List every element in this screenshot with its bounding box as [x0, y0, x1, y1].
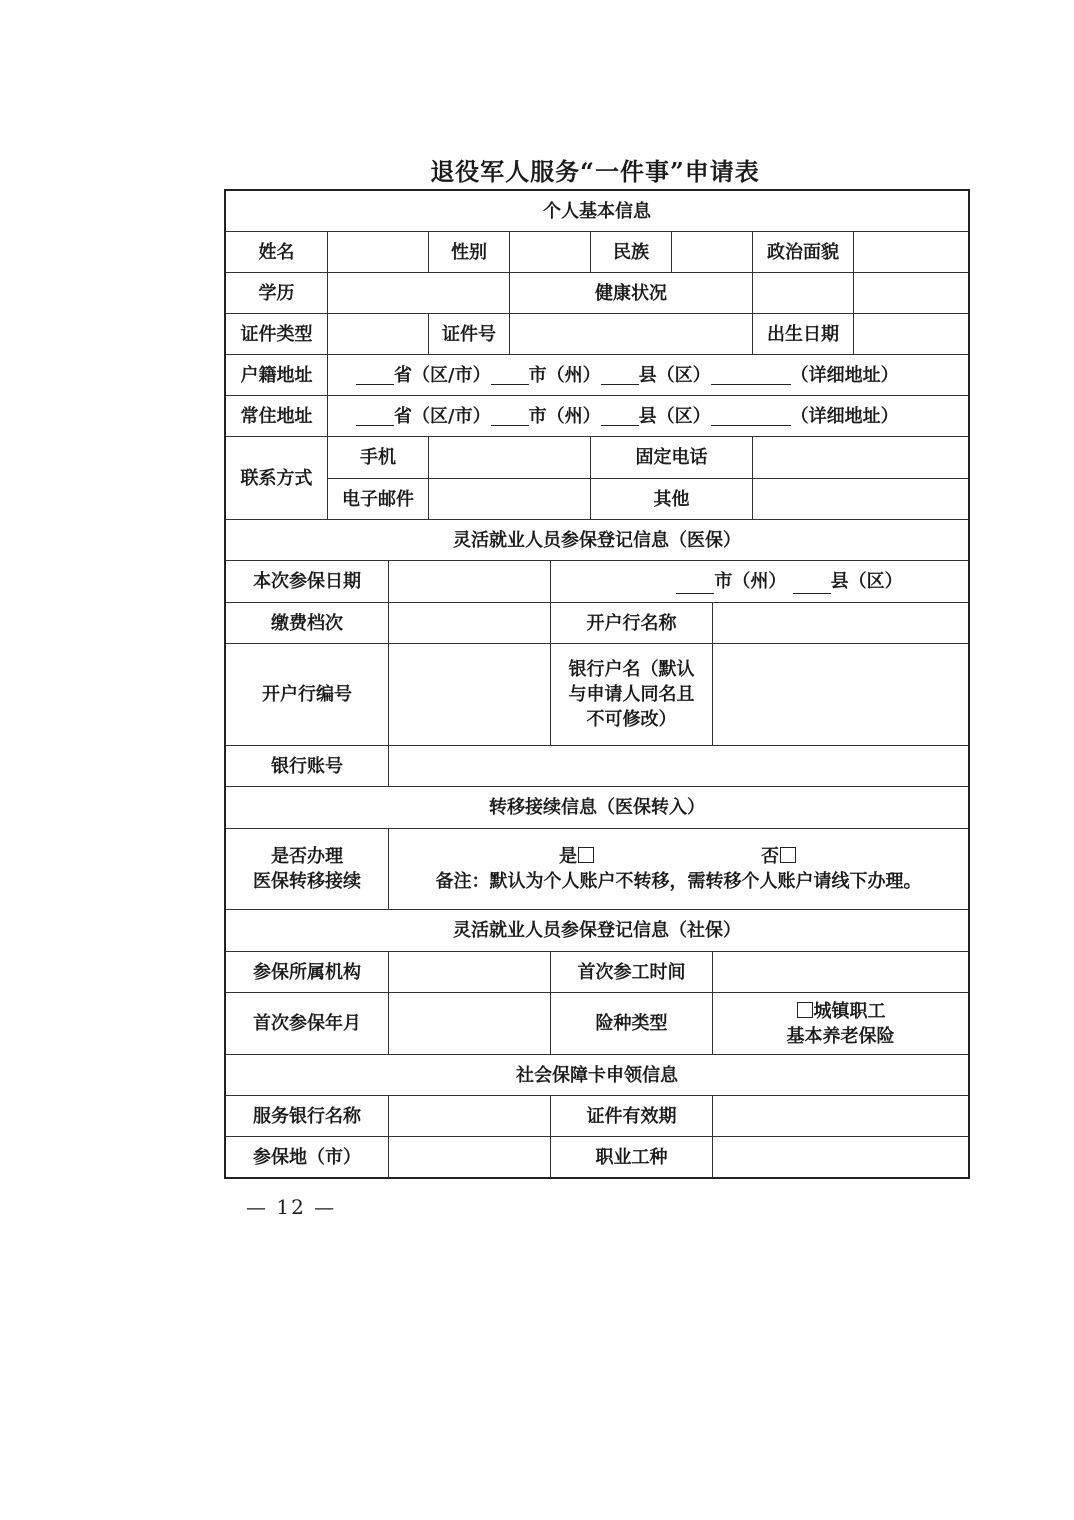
field-bank-account[interactable]: [388, 746, 968, 786]
label-insure-org: 参保所属机构: [253, 961, 361, 983]
field-account-name: [712, 644, 968, 745]
label-email: 电子邮件: [327, 478, 428, 519]
field-insure-region[interactable]: [550, 561, 968, 602]
addr-city: 市（州）: [714, 571, 787, 592]
label-bank-name: 开户行名称: [550, 603, 712, 643]
label-household-address: 户籍地址: [240, 364, 313, 386]
label-birth-date: 出生日期: [752, 314, 853, 354]
addr-city: 市（州）: [528, 405, 601, 427]
field-health-extra[interactable]: [853, 273, 968, 313]
section-title-card: 社会保障卡申领信息: [516, 1064, 678, 1086]
field-birth-date[interactable]: [853, 314, 968, 354]
field-payment-grade[interactable]: [388, 603, 550, 643]
field-education[interactable]: [327, 273, 509, 313]
row-first-insure: [226, 992, 968, 1054]
label-insure-date: 本次参保日期: [253, 571, 361, 592]
row-insure-city: [226, 1136, 968, 1177]
label-political: 政治面貌: [752, 232, 853, 272]
label-insurance-type: 险种类型: [550, 993, 712, 1054]
option-yes-label: 是: [559, 846, 577, 867]
field-insure-city[interactable]: [388, 1137, 550, 1177]
field-health[interactable]: [752, 273, 853, 313]
field-insure-org[interactable]: [388, 952, 550, 992]
label-id-validity: 证件有效期: [550, 1096, 712, 1136]
section-medical-header: [226, 519, 968, 560]
label-ethnicity: 民族: [590, 232, 671, 272]
row-bank-account: [226, 745, 968, 786]
document-title: 退役军人服务“一件事”申请表: [430, 157, 760, 186]
row-payment-grade: [226, 602, 968, 643]
label-account-name: [550, 644, 712, 745]
row-education: [226, 272, 968, 313]
section-title-personal: 个人基本信息: [543, 200, 651, 222]
field-transfer: [388, 829, 968, 909]
addr-city: 市（州）: [528, 364, 601, 386]
label-transfer-line1: 是否办理: [271, 846, 343, 867]
addr-county: 县（区）: [638, 405, 711, 427]
transfer-note: 备注：默认为个人账户不转移，需转移个人账户请线下办理。: [435, 871, 922, 892]
field-service-bank[interactable]: [388, 1096, 550, 1136]
option-yes[interactable]: [559, 844, 595, 869]
row-transfer: [226, 828, 968, 909]
row-name: [226, 231, 968, 272]
row-service-bank: [226, 1095, 968, 1136]
section-card-header: [226, 1054, 968, 1095]
field-mobile[interactable]: [428, 437, 590, 478]
checkbox-no[interactable]: [780, 847, 796, 863]
label-health: 健康状况: [509, 273, 752, 313]
addr-province: 省（区/市）: [394, 364, 491, 386]
label-contact: 联系方式: [240, 467, 313, 489]
option-no-label: 否: [761, 846, 779, 867]
section-title-social: 灵活就业人员参保登记信息（社保）: [453, 920, 741, 941]
row-bank-code: [226, 643, 968, 745]
row-residence-address: [226, 395, 968, 436]
label-residence-address: 常住地址: [240, 405, 313, 427]
label-bank-code: 开户行编号: [262, 684, 352, 705]
field-landline[interactable]: [752, 437, 968, 478]
field-bank-code[interactable]: [388, 644, 550, 745]
field-id-validity[interactable]: [712, 1096, 968, 1136]
addr-detail: （详细地址）: [790, 405, 899, 427]
label-service-bank: 服务银行名称: [253, 1105, 361, 1127]
checkbox-pension[interactable]: [797, 1002, 813, 1018]
field-ethnicity[interactable]: [671, 232, 752, 272]
label-account-name-line2: 与申请人同名且: [568, 684, 695, 705]
field-political[interactable]: [853, 232, 968, 272]
label-first-work-time: 首次参工时间: [550, 952, 712, 992]
section-title-medical: 灵活就业人员参保登记信息（医保）: [453, 529, 741, 551]
addr-province: 省（区/市）: [394, 405, 491, 427]
section-social-header: [226, 909, 968, 951]
section-title-transfer: 转移接续信息（医保转入）: [489, 797, 705, 818]
field-first-insure-month[interactable]: [388, 993, 550, 1054]
pension-line2: 基本养老保险: [786, 1025, 895, 1047]
field-name[interactable]: [327, 232, 428, 272]
row-id: [226, 313, 968, 354]
option-no[interactable]: [761, 844, 797, 869]
addr-county: 县（区）: [830, 571, 903, 592]
label-gender: 性别: [428, 232, 509, 272]
field-household-address[interactable]: [327, 355, 968, 395]
label-transfer: [226, 829, 388, 909]
addr-county: 县（区）: [638, 364, 711, 386]
label-account-name-line1: 银行户名（默认: [568, 659, 695, 680]
label-first-insure-month: 首次参保年月: [253, 1013, 361, 1034]
label-mobile: 手机: [327, 437, 428, 478]
label-landline: 固定电话: [590, 437, 752, 478]
field-id-type[interactable]: [327, 314, 428, 354]
field-insurance-type: [712, 993, 968, 1054]
field-other[interactable]: [752, 478, 968, 519]
label-name: 姓名: [258, 241, 295, 263]
label-id-type: 证件类型: [240, 323, 313, 345]
field-first-work-time[interactable]: [712, 952, 968, 992]
addr-detail: （详细地址）: [790, 364, 899, 386]
label-insure-city: 参保地（市）: [253, 1146, 361, 1168]
label-transfer-line2: 医保转移接续: [253, 871, 361, 892]
field-residence-address[interactable]: [327, 396, 968, 436]
field-gender[interactable]: [509, 232, 590, 272]
field-bank-name[interactable]: [712, 603, 968, 643]
row-household-address: [226, 354, 968, 395]
label-education: 学历: [258, 282, 295, 304]
label-occupation: 职业工种: [550, 1137, 712, 1177]
row-insure-date: [226, 560, 968, 602]
label-bank-account: 银行账号: [271, 755, 343, 777]
field-insure-date[interactable]: [388, 561, 550, 602]
field-occupation[interactable]: [712, 1137, 968, 1177]
label-account-name-line3: 不可修改）: [586, 709, 677, 730]
checkbox-yes[interactable]: [578, 847, 594, 863]
section-personal-header: [226, 191, 968, 231]
field-id-number[interactable]: [509, 314, 752, 354]
row-contact: [226, 436, 968, 519]
label-payment-grade: 缴费档次: [271, 612, 343, 634]
section-transfer-header: [226, 786, 968, 828]
option-pension[interactable]: [796, 999, 886, 1024]
page-number: — 12 —: [246, 1195, 337, 1219]
application-form: [224, 189, 970, 1179]
pension-line1: 城镇职工: [813, 1000, 886, 1022]
row-insure-org: [226, 951, 968, 992]
field-email[interactable]: [428, 478, 590, 519]
label-other: 其他: [590, 478, 752, 519]
label-id-number: 证件号: [428, 314, 509, 354]
